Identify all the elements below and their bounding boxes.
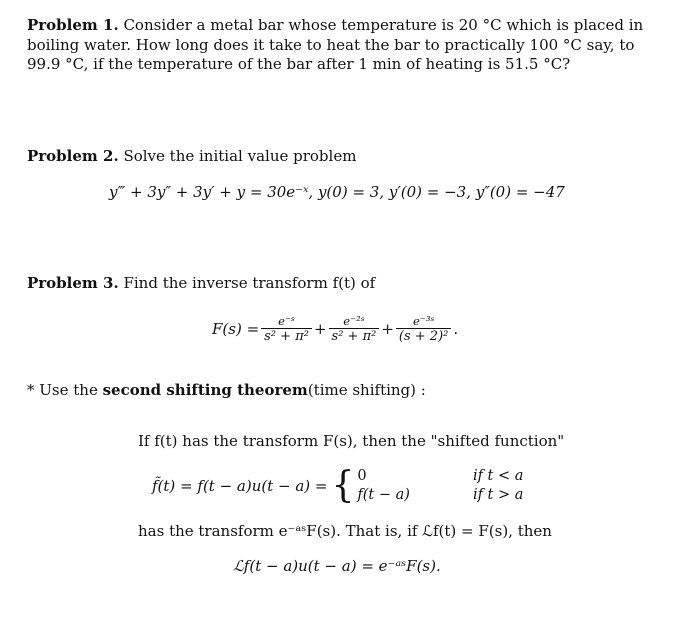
problem-2 [27,147,356,165]
theorem-line-3: has the transform e⁻ᵃˢF(s). That is, if ℒf(t) = F(s), then [138,522,552,540]
problem-2-equation: y‴ + 3y″ + 3y′ + y = 30e⁻ˣ, y(0) = 3, y′(0) = −3, y″(0) = −47 [109,183,565,201]
case-2-value: f(t − a) [357,487,410,503]
piecewise-lhs: f̃(t) = f(t − a)u(t − a) = [152,477,328,495]
fraction-1-numerator: e⁻ˢ [278,313,295,328]
theorem-result: ℒf(t − a)u(t − a) = e⁻ᵃˢF(s). [233,557,441,575]
fraction-3-numerator: e⁻³ˢ [412,313,435,328]
hint [27,381,426,399]
equation-period: . [453,320,459,338]
cases-table [354,467,526,505]
fraction-1-denominator: s² + π² [261,328,312,345]
fraction-3-denominator: (s + 2)² [396,328,451,345]
problem-2-label: Problem 2. [27,147,119,165]
case-1-condition: if t < a [472,468,524,484]
fraction-2-denominator: s² + π² [329,328,380,345]
case-2-condition: if t > a [472,487,524,503]
hint-prefix: * Use the [27,381,98,399]
fraction-1 [261,314,312,345]
problem-1-text: Consider a metal bar whose temperature is 20 °C which is placed in boiling water. How long does it take to heat the bar to practically 100 °C say, to 99.9 °C, if the temperature of the bar after 1 min of heating is 51.5 °C? [27,16,644,73]
hint-bold: second shifting theorem [102,381,308,399]
problem-1 [27,16,659,75]
problem-3-text: Find the inverse transform f(t) of [123,274,376,292]
fraction-3 [396,314,451,345]
equation-lhs: F(s) = [212,320,260,338]
problem-1-label: Problem 1. [27,16,119,34]
left-brace: { [331,465,355,506]
plus-sign-2: + [381,320,394,338]
problem-3 [27,274,375,292]
problem-3-label: Problem 3. [27,274,119,292]
case-1-value: 0 [357,468,367,484]
theorem-piecewise [152,465,526,507]
theorem-intro: If f(t) has the transform F(s), then the "shifted function" [138,432,565,450]
fraction-2-numerator: e⁻²ˢ [343,313,365,328]
plus-sign-1: + [313,320,327,338]
problem-2-text: Solve the initial value problem [123,147,357,165]
fraction-2 [329,314,380,345]
hint-suffix: (time shifting) : [307,381,426,399]
problem-3-equation [212,307,458,351]
